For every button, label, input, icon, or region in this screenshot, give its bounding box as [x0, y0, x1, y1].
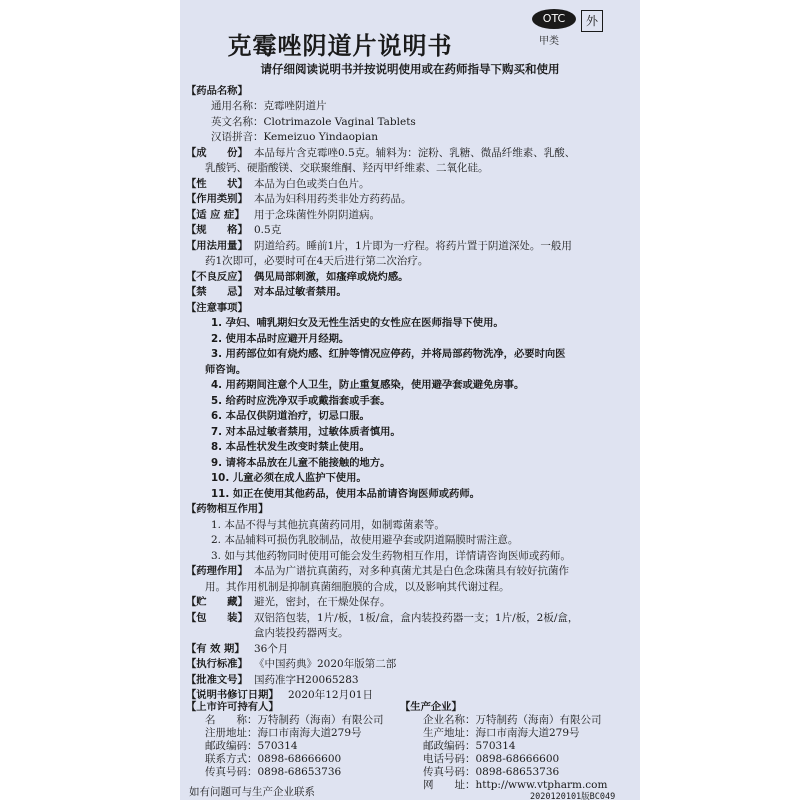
holder-fax: 传真号码：0898-68653736: [205, 766, 342, 778]
precaution-item: 4. 用药期间注意个人卫生，防止重复感染，使用避孕套或避免房事。: [211, 379, 525, 391]
manufacturer-postcode: 邮政编码：570314: [423, 740, 516, 752]
precaution-item: 6. 本品仅供阴道治疗，切忌口服。: [211, 410, 370, 422]
holder-heading: 【上市许可持有人】: [186, 701, 279, 713]
revision-label: 【说明书修订日期】: [186, 689, 279, 701]
precaution-item: 师咨询。: [205, 364, 247, 376]
manufacturer-heading: 【生产企业】: [400, 701, 462, 713]
adverse-text: 偶见局部刺激，如瘙痒或烧灼感。: [254, 271, 409, 283]
pharmacology-label: 【药理作用】: [186, 565, 248, 577]
composition-label: 【成 份】: [186, 147, 248, 159]
spec-text: 0.5克: [254, 224, 282, 236]
precaution-item: 7. 对本品过敏者禁用，过敏体质者慎用。: [211, 426, 401, 438]
precaution-item: 1. 孕妇、哺乳期妇女及无性生活史的女性应在医师指导下使用。: [211, 317, 504, 329]
standard-text: 《中国药典》2020年版第二部: [254, 658, 397, 670]
manufacturer-address: 生产地址：海口市南海大道279号: [423, 727, 580, 739]
holder-address: 注册地址：海口市南海大道279号: [205, 727, 362, 739]
character-text: 本品为白色或类白色片。: [254, 178, 370, 190]
holder-postcode: 邮政编码：570314: [205, 740, 298, 752]
pinyin-name: 汉语拼音：Kemeizuo Yindaopian: [211, 131, 379, 143]
usage-text: 阴道给药。睡前1片，1片即为一疗程。将药片置于阴道深处。一般用: [254, 240, 572, 252]
package-text-2: 盒内装投药器两支。: [254, 627, 349, 639]
storage-text: 避光，密封，在干燥处保存。: [254, 596, 391, 608]
precautions-heading: 【注意事项】: [186, 302, 248, 314]
contra-label: 【禁 忌】: [186, 286, 248, 298]
interaction-item: 2. 本品辅料可损伤乳胶制品，故使用避孕套或阴道隔膜时需注意。: [211, 534, 519, 546]
pharmacology-text: 本品为广谱抗真菌药，对多种真菌尤其是白色念珠菌具有较好抗菌作: [254, 565, 569, 577]
manufacturer-name: 企业名称：万特制药（海南）有限公司: [423, 714, 602, 726]
precaution-item: 2. 使用本品时应避开月经期。: [211, 333, 350, 345]
precaution-item: 5. 给药时应洗净双手或戴指套或手套。: [211, 395, 391, 407]
validity-text: 36个月: [254, 643, 289, 655]
interaction-item: 1. 本品不得与其他抗真菌药同用，如制霉菌素等。: [211, 519, 445, 531]
english-name: 英文名称：Clotrimazole Vaginal Tablets: [211, 116, 416, 128]
indication-label: 【适 应 症】: [186, 209, 245, 221]
precaution-item: 10. 儿童必须在成人监护下使用。: [211, 472, 367, 484]
revision-text: 2020年12月01日: [288, 689, 373, 701]
external-use-badge: 外: [581, 10, 603, 32]
footer-contact-note: 如有问题可与生产企业联系: [189, 786, 315, 798]
manufacturer-website: 网 址：http://www.vtpharm.com: [423, 779, 608, 791]
otc-badge: OTC: [532, 9, 576, 29]
page-title: 克霉唑阴道片说明书: [227, 31, 453, 60]
leaflet-version-code: 2020120101版BC049: [530, 792, 616, 802]
usage-label: 【用法用量】: [186, 240, 248, 252]
spec-label: 【规 格】: [186, 224, 248, 236]
drug-name-heading: 【药品名称】: [186, 85, 248, 97]
package-text: 双铝箔包装，1片/板，1板/盒，盒内装投药器一支；1片/板，2板/盒，: [254, 612, 579, 624]
validity-label: 【有 效 期】: [186, 643, 245, 655]
contra-text: 对本品过敏者禁用。: [254, 286, 347, 298]
package-label: 【包 装】: [186, 612, 248, 624]
otc-class-label: 甲类: [539, 36, 559, 47]
storage-label: 【贮 藏】: [186, 596, 248, 608]
usage-text-2: 药1次即可，必要时可在4天后进行第二次治疗。: [205, 255, 429, 267]
standard-label: 【执行标准】: [186, 658, 248, 670]
precaution-item: 8. 本品性状发生改变时禁止使用。: [211, 441, 370, 453]
precaution-item: 11. 如正在使用其他药品，使用本品前请咨询医师或药师。: [211, 488, 480, 500]
interactions-heading: 【药物相互作用】: [186, 503, 269, 515]
approval-label: 【批准文号】: [186, 674, 248, 686]
generic-name: 通用名称：克霉唑阴道片: [211, 100, 327, 112]
approval-text: 国药准字H20065283: [254, 674, 359, 686]
manufacturer-fax: 传真号码：0898-68653736: [423, 766, 560, 778]
precaution-item: 3. 用药部位如有烧灼感、红肿等情况应停药，并将局部药物洗净，必要时向医: [211, 348, 566, 360]
precaution-item: 9. 请将本品放在儿童不能接触的地方。: [211, 457, 391, 469]
category-text: 本品为妇科用药类非处方药药品。: [254, 193, 412, 205]
holder-contact: 联系方式：0898-68666600: [205, 753, 342, 765]
holder-name: 名 称：万特制药（海南）有限公司: [205, 714, 384, 726]
manufacturer-phone: 电话号码：0898-68666600: [423, 753, 560, 765]
pharmacology-text-2: 用。其作用机制是抑制真菌细胞膜的合成，以及影响其代谢过程。: [205, 581, 510, 593]
usage-notice: 请仔细阅读说明书并按说明使用或在药师指导下购买和使用: [260, 62, 560, 76]
interaction-item: 3. 如与其他药物同时使用可能会发生药物相互作用，详情请咨询医师或药师。: [211, 550, 571, 562]
character-label: 【性 状】: [186, 178, 248, 190]
indication-text: 用于念珠菌性外阴阴道病。: [254, 209, 380, 221]
composition-text-2: 乳酸钙、硬脂酸镁、交联聚维酮、羟丙甲纤维素、二氧化硅。: [205, 162, 489, 174]
category-label: 【作用类别】: [186, 193, 248, 205]
composition-text: 本品每片含克霉唑0.5克。辅料为：淀粉、乳糖、微晶纤维素、乳酸、: [254, 147, 576, 159]
adverse-label: 【不良反应】: [186, 271, 248, 283]
